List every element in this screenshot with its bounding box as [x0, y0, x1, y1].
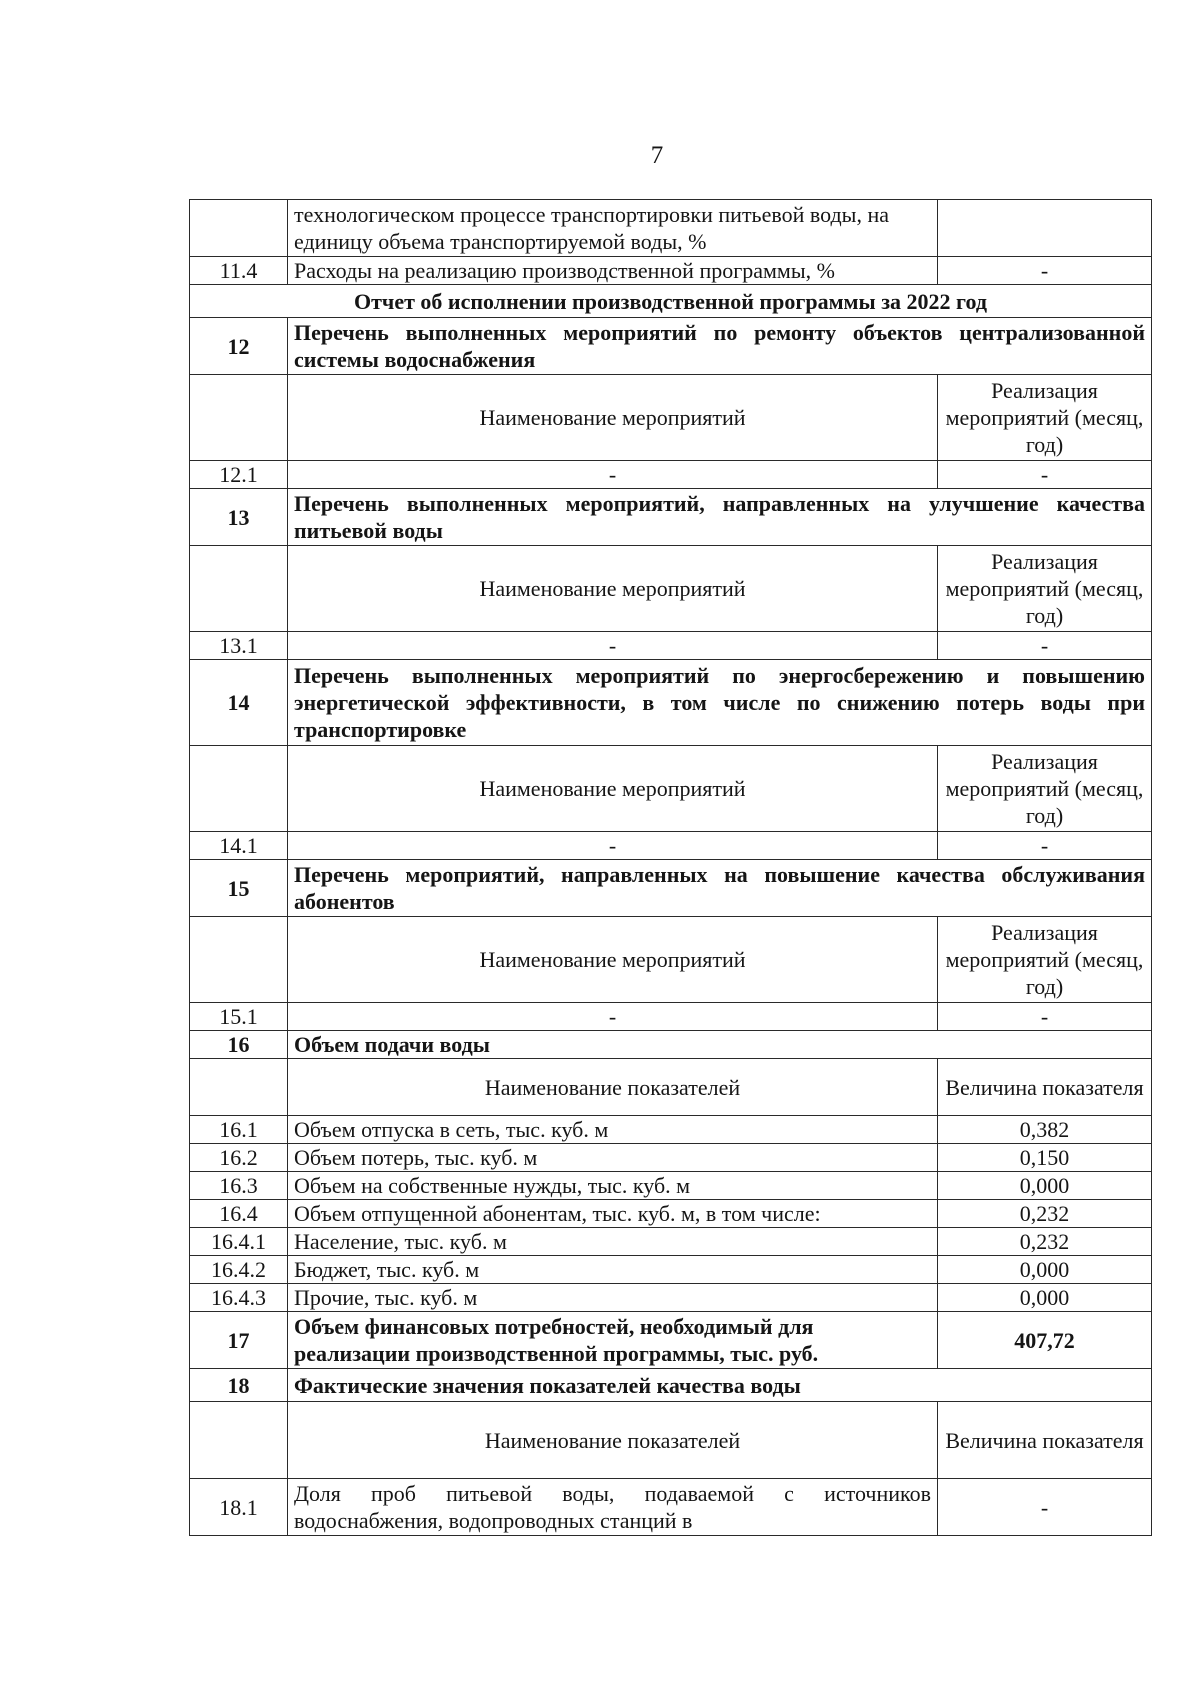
- section-header-row: [190, 318, 1152, 375]
- indicator-name: Доля проб питьевой воды, подаваемой с источников водоснабжения, водопроводных станций в: [288, 1479, 938, 1536]
- section-number: 18: [190, 1369, 288, 1402]
- indicator-value: -: [938, 1479, 1152, 1536]
- empty-cell: [190, 375, 288, 461]
- column-header-row: [190, 1402, 1152, 1479]
- empty-cell: [190, 917, 288, 1003]
- table-row: [190, 832, 1152, 860]
- indicator-value: 0,000: [938, 1172, 1152, 1200]
- section-number: 17: [190, 1312, 288, 1369]
- section-header-row: [190, 489, 1152, 546]
- event-date: -: [938, 632, 1152, 660]
- indicator-name: Прочие, тыс. куб. м: [288, 1284, 938, 1312]
- section-header-row: [190, 1031, 1152, 1059]
- column-header-name: Наименование показателей: [288, 1402, 938, 1479]
- event-date: -: [938, 1003, 1152, 1031]
- indicator-value: 0,382: [938, 1116, 1152, 1144]
- table-row: [190, 1256, 1152, 1284]
- row-number: 15.1: [190, 1003, 288, 1031]
- production-program-table: [189, 199, 1152, 1536]
- event-date: -: [938, 461, 1152, 489]
- column-header-row: [190, 546, 1152, 632]
- section-number: 15: [190, 860, 288, 917]
- indicator-value: 0,000: [938, 1256, 1152, 1284]
- row-number: 13.1: [190, 632, 288, 660]
- column-header-row: [190, 375, 1152, 461]
- section-number: 14: [190, 660, 288, 746]
- table-row: [190, 632, 1152, 660]
- row-number: 18.1: [190, 1479, 288, 1536]
- row-number: 16.3: [190, 1172, 288, 1200]
- section-number: 12: [190, 318, 288, 375]
- table-row: [190, 1200, 1152, 1228]
- indicator-name: Объем отпуска в сеть, тыс. куб. м: [288, 1116, 938, 1144]
- section-header-row: [190, 1312, 1152, 1369]
- empty-cell: [190, 746, 288, 832]
- section-title: Перечень выполненных мероприятий по энергосбережению и повышению энергетической эффективности, в том числе по снижению потерь воды при транспортировке: [288, 660, 1152, 746]
- table-row: [190, 285, 1152, 318]
- indicator-name: технологическом процессе транспортировки питьевой воды, на единицу объема транспортируемой воды, %: [288, 200, 938, 257]
- indicator-name: Объем потерь, тыс. куб. м: [288, 1144, 938, 1172]
- indicator-value: 407,72: [938, 1312, 1152, 1369]
- row-number: 16.4.3: [190, 1284, 288, 1312]
- section-title: Объем подачи воды: [288, 1031, 1152, 1059]
- indicator-value: 0,150: [938, 1144, 1152, 1172]
- indicator-value: 0,000: [938, 1284, 1152, 1312]
- table-row: [190, 1479, 1152, 1536]
- indicator-name: Объем на собственные нужды, тыс. куб. м: [288, 1172, 938, 1200]
- section-header-row: [190, 660, 1152, 746]
- row-number: 16.4.1: [190, 1228, 288, 1256]
- section-number: 13: [190, 489, 288, 546]
- section-title: Объем финансовых потребностей, необходимый для реализации производственной программы, тыс. руб.: [288, 1312, 938, 1369]
- section-number: 16: [190, 1031, 288, 1059]
- table-row: [190, 1144, 1152, 1172]
- section-header-row: [190, 1369, 1152, 1402]
- row-number: 16.2: [190, 1144, 288, 1172]
- report-title: Отчет об исполнении производственной программы за 2022 год: [190, 285, 1152, 318]
- event-name: -: [288, 1003, 938, 1031]
- column-header-name: Наименование показателей: [288, 1059, 938, 1116]
- table-row: [190, 257, 1152, 285]
- row-number: 14.1: [190, 832, 288, 860]
- section-title: Перечень выполненных мероприятий по ремонту объектов централизованной системы водоснабжения: [288, 318, 1152, 375]
- event-name: -: [288, 632, 938, 660]
- indicator-name: Объем отпущенной абонентам, тыс. куб. м, в том числе:: [288, 1200, 938, 1228]
- column-header-row: [190, 1059, 1152, 1116]
- section-title: Перечень выполненных мероприятий, направленных на улучшение качества питьевой воды: [288, 489, 1152, 546]
- row-number: 16.4.2: [190, 1256, 288, 1284]
- table-row: [190, 461, 1152, 489]
- column-header-value: Величина показателя: [938, 1059, 1152, 1116]
- column-header-name: Наименование мероприятий: [288, 917, 938, 1003]
- indicator-name: Население, тыс. куб. м: [288, 1228, 938, 1256]
- row-number: 16.4: [190, 1200, 288, 1228]
- table-row: [190, 1172, 1152, 1200]
- table-row: [190, 1116, 1152, 1144]
- row-number: 16.1: [190, 1116, 288, 1144]
- column-header-value: Величина показателя: [938, 1402, 1152, 1479]
- column-header-value: Реализация мероприятий (месяц, год): [938, 375, 1152, 461]
- column-header-value: Реализация мероприятий (месяц, год): [938, 546, 1152, 632]
- row-number: 12.1: [190, 461, 288, 489]
- page-number: 7: [650, 142, 664, 169]
- empty-cell: [190, 546, 288, 632]
- column-header-name: Наименование мероприятий: [288, 375, 938, 461]
- event-date: -: [938, 832, 1152, 860]
- empty-cell: [190, 1059, 288, 1116]
- column-header-value: Реализация мероприятий (месяц, год): [938, 917, 1152, 1003]
- indicator-value: 0,232: [938, 1228, 1152, 1256]
- section-title: Перечень мероприятий, направленных на повышение качества обслуживания абонентов: [288, 860, 1152, 917]
- event-name: -: [288, 461, 938, 489]
- indicator-name: Бюджет, тыс. куб. м: [288, 1256, 938, 1284]
- table-row: [190, 1228, 1152, 1256]
- indicator-name: Расходы на реализацию производственной программы, %: [288, 257, 938, 285]
- section-header-row: [190, 860, 1152, 917]
- table-row: [190, 1003, 1152, 1031]
- indicator-value: 0,232: [938, 1200, 1152, 1228]
- event-name: -: [288, 832, 938, 860]
- indicator-value: [938, 200, 1152, 257]
- table-row: [190, 1284, 1152, 1312]
- indicator-value: -: [938, 257, 1152, 285]
- column-header-row: [190, 746, 1152, 832]
- column-header-name: Наименование мероприятий: [288, 746, 938, 832]
- row-number-cell: [190, 200, 288, 257]
- section-title: Фактические значения показателей качества воды: [288, 1369, 1152, 1402]
- row-number: 11.4: [190, 257, 288, 285]
- table-row: [190, 200, 1152, 257]
- column-header-value: Реализация мероприятий (месяц, год): [938, 746, 1152, 832]
- empty-cell: [190, 1402, 288, 1479]
- column-header-name: Наименование мероприятий: [288, 546, 938, 632]
- column-header-row: [190, 917, 1152, 1003]
